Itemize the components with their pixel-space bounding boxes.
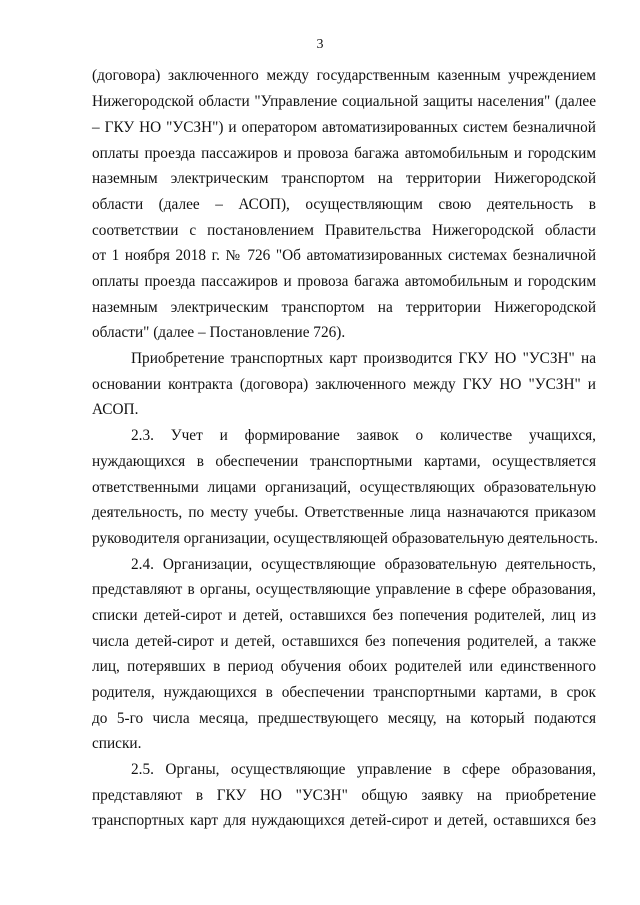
text-line: от 1 ноября 2018 г. № 726 "Об автоматизированных системах безналичной: [92, 247, 596, 264]
paragraph-first-line: 2.3. Учет и формирование заявок о количестве учащихся,: [131, 427, 596, 444]
text-line: деятельность, по месту учебы. Ответственные лица назначаются приказом: [92, 504, 596, 521]
text-line: основании контракта (договора) заключенного между ГКУ НО "УСЗН" и: [92, 376, 596, 393]
text-line: наземным электрическим транспортом на территории Нижегородской: [92, 299, 596, 316]
text-line: области" (далее – Постановление 726).: [92, 324, 346, 341]
page-number: 3: [316, 37, 324, 52]
text-line: области (далее – АСОП), осуществляющим свою деятельность в: [92, 196, 596, 213]
text-line: списки детей-сирот и детей, оставшихся без попечения родителей, лиц из: [92, 607, 596, 624]
text-line: оплаты проезда пассажиров и провоза багажа автомобильным и городским: [92, 145, 596, 162]
paragraph-first-line: 2.4. Организации, осуществляющие образовательную деятельность,: [131, 556, 596, 573]
text-line: до 5-го числа месяца, предшествующего месяцу, на который подаются: [92, 710, 596, 727]
text-line: нуждающихся в обеспечении транспортными картами, осуществляется: [92, 453, 596, 470]
text-line: транспортных карт для нуждающихся детей-сирот и детей, оставшихся без: [92, 812, 596, 829]
text-line: соответствии с постановлением Правительства Нижегородской области: [92, 222, 596, 239]
text-line: оплаты проезда пассажиров и провоза багажа автомобильным и городским: [92, 273, 596, 290]
text-line: руководителя организации, осуществляющей образовательную деятельность.: [92, 530, 599, 547]
text-line: представляют в ГКУ НО "УСЗН" общую заявку на приобретение: [92, 787, 596, 804]
text-line: списки.: [92, 735, 142, 752]
paragraph-first-line: 2.5. Органы, осуществляющие управление в сфере образования,: [131, 761, 596, 778]
text-line: представляют в органы, осуществляющие управление в сфере образования,: [92, 581, 596, 598]
text-line: АСОП.: [92, 401, 139, 418]
text-line: родителя, нуждающихся в обеспечении транспортными картами, в срок: [92, 684, 596, 701]
text-line: лиц, потерявших в период обучения обоих родителей или единственного: [92, 658, 596, 675]
text-line: ответственными лицами организаций, осуществляющих образовательную: [92, 479, 596, 496]
paragraph-first-line: Приобретение транспортных карт производится ГКУ НО "УСЗН" на: [131, 350, 596, 367]
text-line: (договора) заключенного между государственным казенным учреждением: [92, 67, 596, 84]
text-line: Нижегородской области "Управление социальной защиты населения" (далее: [92, 93, 596, 110]
text-line: – ГКУ НО "УСЗН") и оператором автоматизированных систем безналичной: [92, 119, 596, 136]
text-line: наземным электрическим транспортом на территории Нижегородской: [92, 170, 596, 187]
text-line: числа детей-сирот и детей, оставшихся без попечения родителей, а также: [92, 633, 596, 650]
